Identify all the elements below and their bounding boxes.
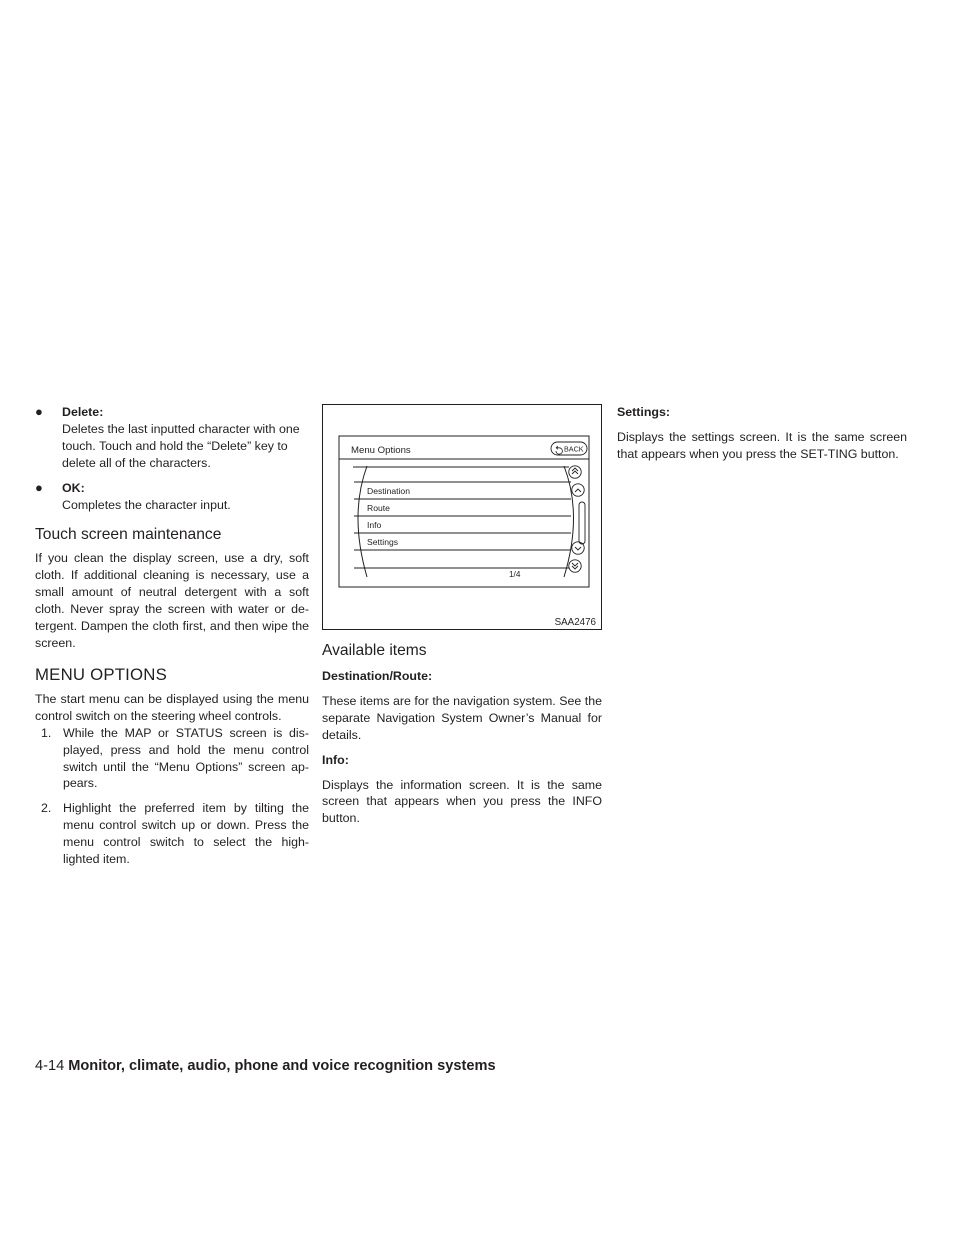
left-curve [358, 466, 367, 577]
settings-title: Settings: [617, 405, 671, 419]
page-footer [35, 1058, 496, 1074]
section-body: Displays the information screen. It is the same screen that appears when you press the INFO button. [322, 777, 602, 826]
menu-options-heading: MENU OPTIONS [35, 664, 167, 684]
chapter-title: Monitor, climate, audio, phone and voice recognition systems [68, 1058, 496, 1074]
step-item [35, 800, 309, 868]
double-chevron-up-icon [572, 468, 578, 474]
back-label: BACK [564, 444, 584, 454]
page-number: 4-14 [35, 1058, 65, 1074]
chevron-up-icon [575, 489, 581, 492]
menu-item-settings[interactable]: Settings [367, 537, 399, 547]
bullet-title: Delete: [62, 405, 104, 419]
step-number: 1. [41, 725, 52, 740]
chevron-down-icon [575, 547, 581, 550]
double-chevron-down-icon [572, 563, 578, 569]
section-title: Info: [322, 752, 349, 767]
scroll-down-button[interactable] [572, 542, 584, 554]
menu-item-destination[interactable]: Destination [367, 486, 410, 496]
figure-code: SAA2476 [554, 617, 596, 628]
figure-screen-drawing [323, 405, 601, 629]
scrollbar-track[interactable] [579, 502, 585, 544]
figure-title: Menu Options [351, 445, 411, 456]
steps-list [35, 725, 309, 868]
step-item [35, 725, 309, 793]
touch-screen-body: If you clean the display screen, use a dry, soft cloth. If additional cleaning is necessary, use a small amount of neutral detergent with a soft cloth. Never spray the screen with water or de-tergent. Dampen the cloth first, and then wipe the screen. [35, 551, 309, 650]
scroll-up-button[interactable] [572, 484, 584, 496]
column-left [35, 404, 309, 868]
page-up-button[interactable] [569, 466, 581, 478]
page-indicator: 1/4 [509, 570, 521, 579]
menu-options-figure [322, 404, 602, 630]
step-text: Highlight the preferred item by tilting the menu control switch up or down. Press the menu control switch to select the high-lighted item. [63, 801, 309, 867]
bullet-dot: ● [35, 479, 43, 495]
section-body: These items are for the navigation system. See the separate Navigation System Owner’s Manual for details. [322, 693, 602, 742]
menu-options-body: The start menu can be displayed using the menu control switch on the steering wheel controls. [35, 691, 309, 723]
bullet-delete [35, 404, 309, 472]
page-down-button[interactable] [569, 560, 581, 572]
bullet-title: OK: [62, 480, 85, 495]
touch-screen-heading: Touch screen maintenance [35, 526, 222, 544]
available-items-heading: Available items [322, 642, 427, 659]
step-text: While the MAP or STATUS screen is dis-played, press and hold the menu control switch until the “Menu Options” screen ap-pears. [63, 725, 309, 791]
column-middle [322, 404, 602, 827]
bullet-body: Completes the character input. [62, 497, 231, 512]
menu-item-route[interactable]: Route [367, 503, 390, 513]
back-button[interactable] [551, 442, 587, 455]
bullet-dot: ● [35, 404, 43, 419]
section-title: Destination/Route: [322, 669, 433, 683]
menu-item-info[interactable]: Info [367, 520, 382, 530]
step-number: 2. [41, 801, 52, 816]
back-arrow-icon [556, 446, 562, 454]
column-right [617, 404, 907, 463]
bullet-body: Deletes the last inputted character with one touch. Touch and hold the “Delete” key to delete all of the characters. [62, 421, 300, 470]
bullet-ok [35, 480, 309, 514]
settings-body: Displays the settings screen. It is the same screen that appears when you press the SET-TING button. [617, 429, 907, 461]
